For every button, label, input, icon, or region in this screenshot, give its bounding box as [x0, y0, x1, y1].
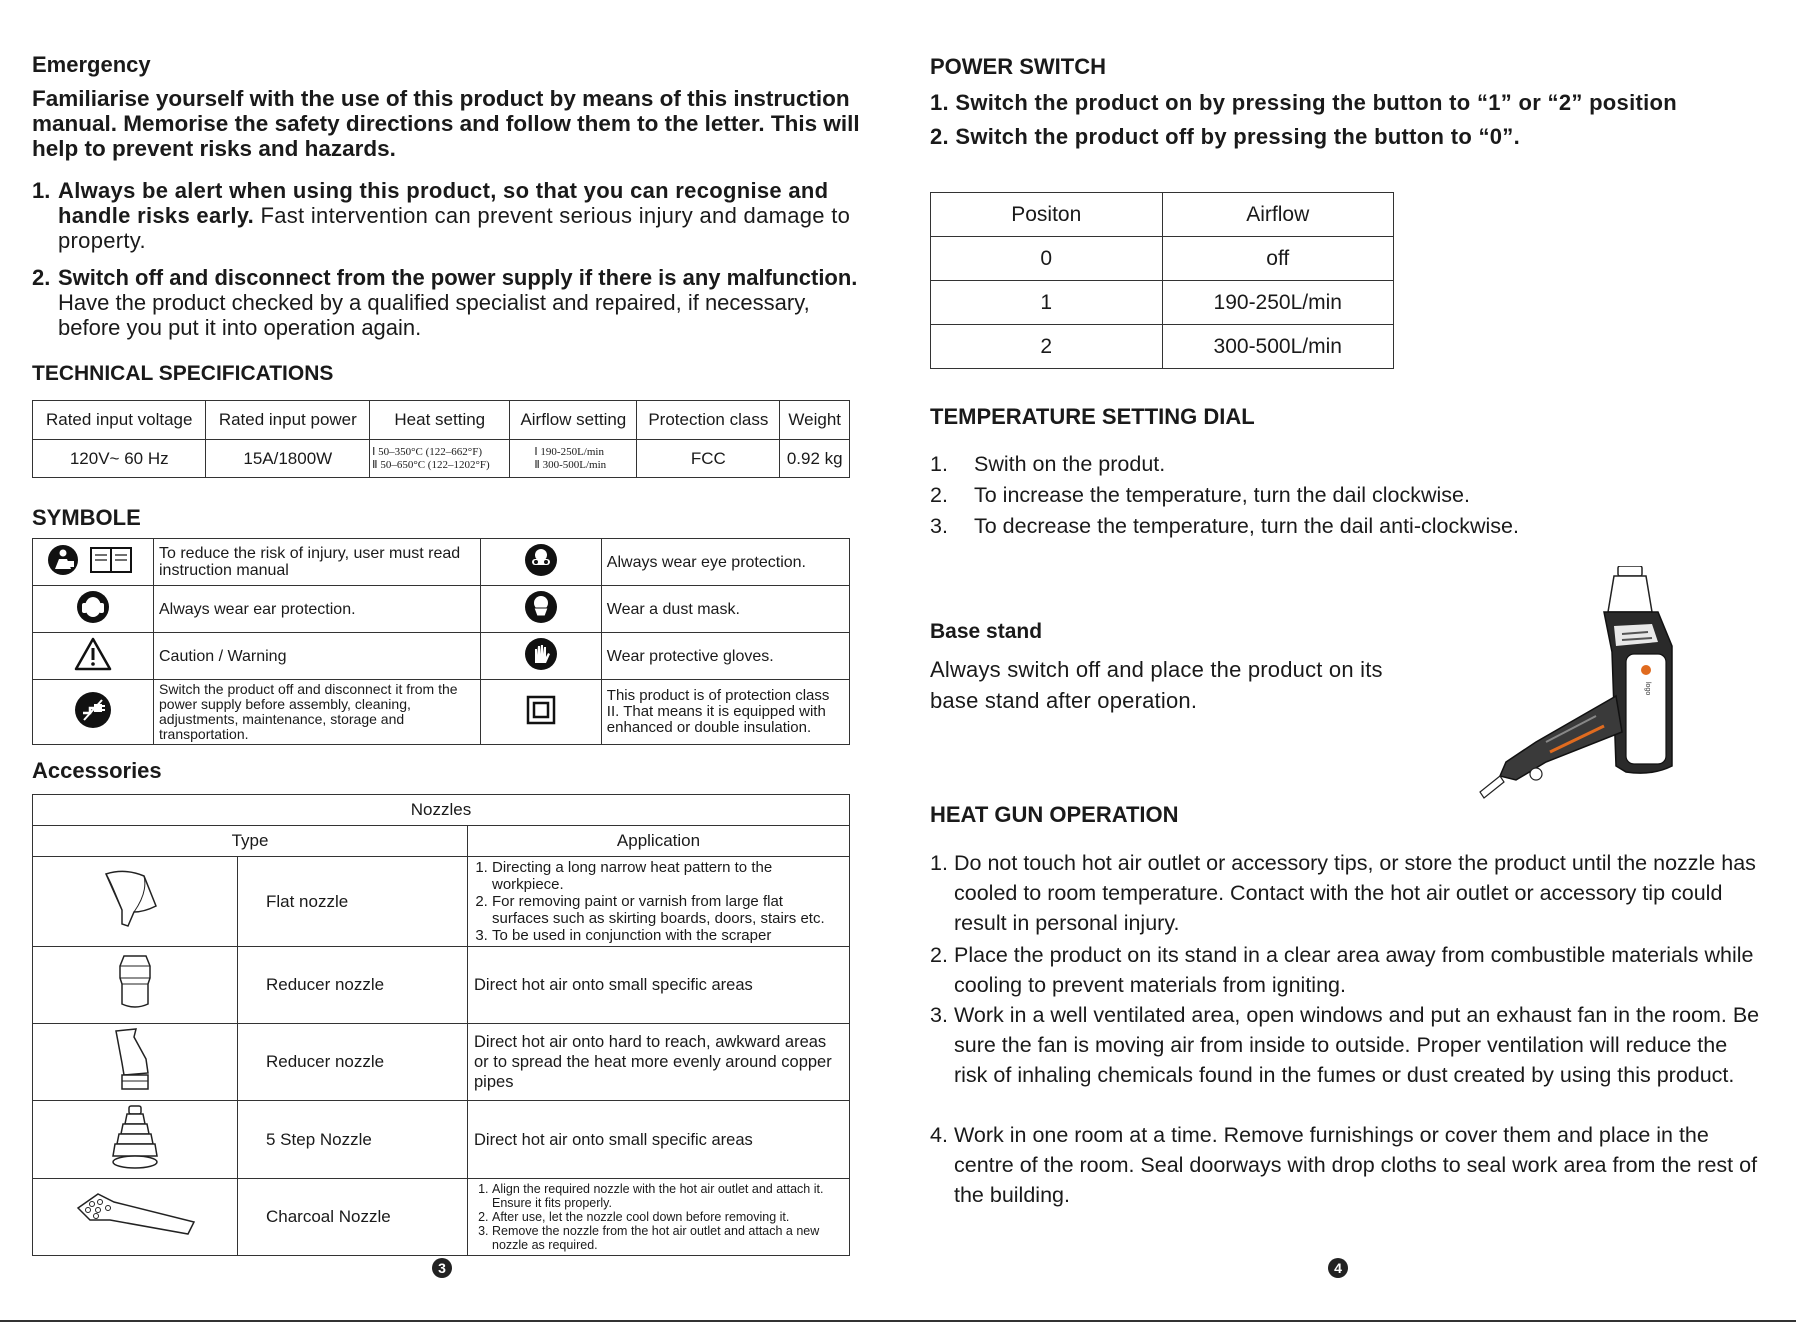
power-switch-heading: POWER SWITCH [930, 54, 1106, 79]
accessories-heading: Accessories [32, 758, 162, 783]
emergency-item-1-bold: Always be alert when using this product, so that you can recognise and handle risks early. [58, 178, 829, 228]
airflow-value: 300-500L/min [1162, 325, 1394, 369]
airflow-value: off [1162, 237, 1394, 281]
step-nozzle-icon [33, 1101, 238, 1179]
accessories-table [32, 794, 850, 1256]
ear-protection-icon [33, 586, 154, 633]
operation-item-num: 1. [930, 851, 948, 875]
temperature-item-num: 2. [930, 483, 948, 507]
emergency-item-2-text: Have the product checked by a qualified specialist and repaired, if necessary, before you put it into operation again. [58, 290, 810, 340]
airflow-setting-2: Ⅱ 300-500L/min [534, 458, 607, 471]
temperature-item-text: Swith on the produt. [974, 452, 1166, 476]
operation-item-3 [930, 1000, 1760, 1090]
emergency-item-2 [32, 265, 862, 340]
operation-item-num: 4. [930, 1123, 948, 1147]
svg-text:logo: logo [1644, 682, 1651, 696]
emergency-item-1-num: 1. [32, 178, 51, 203]
emergency-heading: Emergency [32, 52, 151, 77]
reducer-nozzle-1-name: Reducer nozzle [238, 947, 468, 1024]
flat-app-1: 1. Directing a long narrow heat pattern to the workpiece. [492, 859, 843, 893]
temperature-item-3 [930, 514, 1519, 539]
flat-app-3: 3. To be used in conjunction with the scraper [492, 927, 843, 944]
symbol-manual-text: To reduce the risk of injury, user must read instruction manual [154, 539, 481, 586]
symbol-class2-text: This product is of protection class II. That means it is equipped with enhanced or double insulation. [601, 680, 849, 745]
operation-item-2 [930, 940, 1760, 1000]
flat-nozzle-name: Flat nozzle [238, 857, 468, 947]
position-value: 2 [931, 325, 1163, 369]
reducer-nozzle-icon [33, 947, 238, 1024]
symbol-disconnect-text: Switch the product off and disconnect it from the power supply before assembly, cleaning, adjustments, maintenance, storage and transportation. [154, 680, 481, 745]
reducer-nozzle-1-application: Direct hot air onto small specific areas [468, 947, 850, 1024]
temperature-item-num: 3. [930, 514, 948, 538]
td-heat [370, 440, 510, 478]
temperature-item-text: To decrease the temperature, turn the dail anti-clockwise. [974, 514, 1519, 538]
airflow-value: 190-250L/min [1162, 281, 1394, 325]
base-stand-text: Always switch off and place the product on its base stand after operation. [930, 657, 1383, 713]
disconnect-icon [33, 680, 154, 745]
emergency-item-2-num: 2. [32, 265, 51, 290]
dust-mask-icon [480, 586, 601, 633]
temperature-heading: TEMPERATURE SETTING DIAL [930, 404, 1255, 429]
flat-nozzle-icon [33, 857, 238, 947]
th-airflow: Airflow setting [510, 401, 637, 440]
emergency-item-2-bold: Switch off and disconnect from the power supply if there is any malfunction. [58, 265, 858, 290]
td-weight: 0.92 kg [780, 440, 850, 478]
operation-item-text: Work in a well ventilated area, open windows and put an exhaust fan in the room. Be sure the fan is moving air from inside to outside. Proper ventilation will reduce the risk of inhaling chemicals found in the fumes or dust created by using this product. [954, 1003, 1760, 1087]
operation-item-text: Do not touch hot air outlet or accessory tips, or store the product until the nozzle has cooled to room temperature. Contact with the hot air outlet or accessory tip could result in personal injury. [954, 851, 1756, 935]
position-airflow-table [930, 192, 1394, 369]
technical-table [32, 400, 850, 478]
charcoal-app-3: 3. Remove the nozzle from the hot air outlet and attach a new nozzle as required. [492, 1224, 843, 1252]
flat-app-2: 2. For removing paint or varnish from large flat surfaces such as skirting boards, doors, stairs etc. [492, 893, 843, 927]
th-voltage: Rated input voltage [33, 401, 206, 440]
airflow-header: Airflow [1162, 193, 1394, 237]
base-stand-heading: Base stand [930, 620, 1043, 643]
td-airflow [510, 440, 637, 478]
td-power: 15A/1800W [206, 440, 370, 478]
angled-reducer-nozzle-icon [33, 1024, 238, 1101]
manual-icon [33, 539, 154, 586]
charcoal-app-2: 2. After use, let the nozzle cool down before removing it. [492, 1210, 843, 1224]
heat-gun-operation-heading: HEAT GUN OPERATION [930, 802, 1179, 827]
page-number-left: 3 [432, 1258, 452, 1278]
gloves-icon [480, 633, 601, 680]
position-value: 1 [931, 281, 1163, 325]
power-switch-line-1: 1. Switch the product on by pressing the button to “1” or “2” position [930, 90, 1678, 115]
td-protection: FCC [637, 440, 780, 478]
th-protection: Protection class [637, 401, 780, 440]
symbol-eye-text: Always wear eye protection. [601, 539, 849, 586]
th-power: Rated input power [206, 401, 370, 440]
charcoal-nozzle-name: Charcoal Nozzle [238, 1179, 468, 1256]
application-header: Application [468, 826, 850, 857]
symbol-caution-text: Caution / Warning [154, 633, 481, 680]
temperature-item-num: 1. [930, 452, 948, 476]
operation-item-text: Work in one room at a time. Remove furnishings or cover them and place in the centre of the room. Seal doorways with drop cloths to seal work area from the rest of the building. [954, 1123, 1758, 1207]
page-number-right: 4 [1328, 1258, 1348, 1278]
heat-gun-illustration [1476, 566, 1712, 807]
operation-item-num: 3. [930, 1003, 948, 1027]
operation-item-num: 2. [930, 943, 948, 967]
power-switch-line-2: 2. Switch the product off by pressing the button to “0”. [930, 124, 1521, 149]
symbols-heading: SYMBOLE [32, 505, 141, 530]
temperature-item-1 [930, 452, 1165, 477]
type-header: Type [33, 826, 468, 857]
airflow-setting-1: Ⅰ 190-250L/min [534, 445, 604, 458]
emergency-item-1-text: Fast intervention can prevent serious injury and damage to property. [58, 203, 851, 253]
th-weight: Weight [780, 401, 850, 440]
nozzles-header: Nozzles [33, 795, 850, 826]
charcoal-nozzle-icon [33, 1179, 238, 1256]
heat-setting-2: Ⅱ 50–650°C (122–1202°F) [372, 458, 490, 471]
reducer-nozzle-2-name: Reducer nozzle [238, 1024, 468, 1101]
temperature-item-2 [930, 483, 1470, 508]
step-nozzle-name: 5 Step Nozzle [238, 1101, 468, 1179]
temperature-item-text: To increase the temperature, turn the dail clockwise. [974, 483, 1470, 507]
symbol-gloves-text: Wear protective gloves. [601, 633, 849, 680]
emergency-intro: Familiarise yourself with the use of this product by means of this instruction manual. Memorise the safety directions and follow them to the letter. This will help to prevent risks and hazards. [32, 86, 860, 161]
heat-setting-1: Ⅰ 50–350°C (122–662°F) [372, 445, 482, 458]
emergency-item-1 [32, 178, 862, 253]
symbol-dust-text: Wear a dust mask. [601, 586, 849, 633]
th-heat: Heat setting [370, 401, 510, 440]
flat-nozzle-application [468, 857, 850, 947]
symbol-ear-text: Always wear ear protection. [154, 586, 481, 633]
class-ii-icon [480, 680, 601, 745]
operation-item-4 [930, 1120, 1760, 1210]
charcoal-app-1: 1. Align the required nozzle with the hot air outlet and attach it. Ensure it fits properly. [492, 1182, 843, 1210]
warning-icon [33, 633, 154, 680]
position-value: 0 [931, 237, 1163, 281]
step-nozzle-application: Direct hot air onto small specific areas [468, 1101, 850, 1179]
td-voltage: 120V~ 60 Hz [33, 440, 206, 478]
bottom-rule [0, 1320, 1796, 1322]
technical-heading: TECHNICAL SPECIFICATIONS [32, 362, 334, 385]
charcoal-nozzle-application [468, 1179, 850, 1256]
right-page [898, 0, 1796, 1324]
reducer-nozzle-2-application: Direct hot air onto hard to reach, awkward areas or to spread the heat more evenly around copper pipes [468, 1024, 850, 1101]
symbols-table [32, 538, 850, 745]
eye-protection-icon [480, 539, 601, 586]
position-header: Positon [931, 193, 1163, 237]
operation-item-1 [930, 848, 1760, 938]
operation-item-text: Place the product on its stand in a clear area away from combustible materials while cooling to prevent materials from igniting. [954, 943, 1754, 997]
